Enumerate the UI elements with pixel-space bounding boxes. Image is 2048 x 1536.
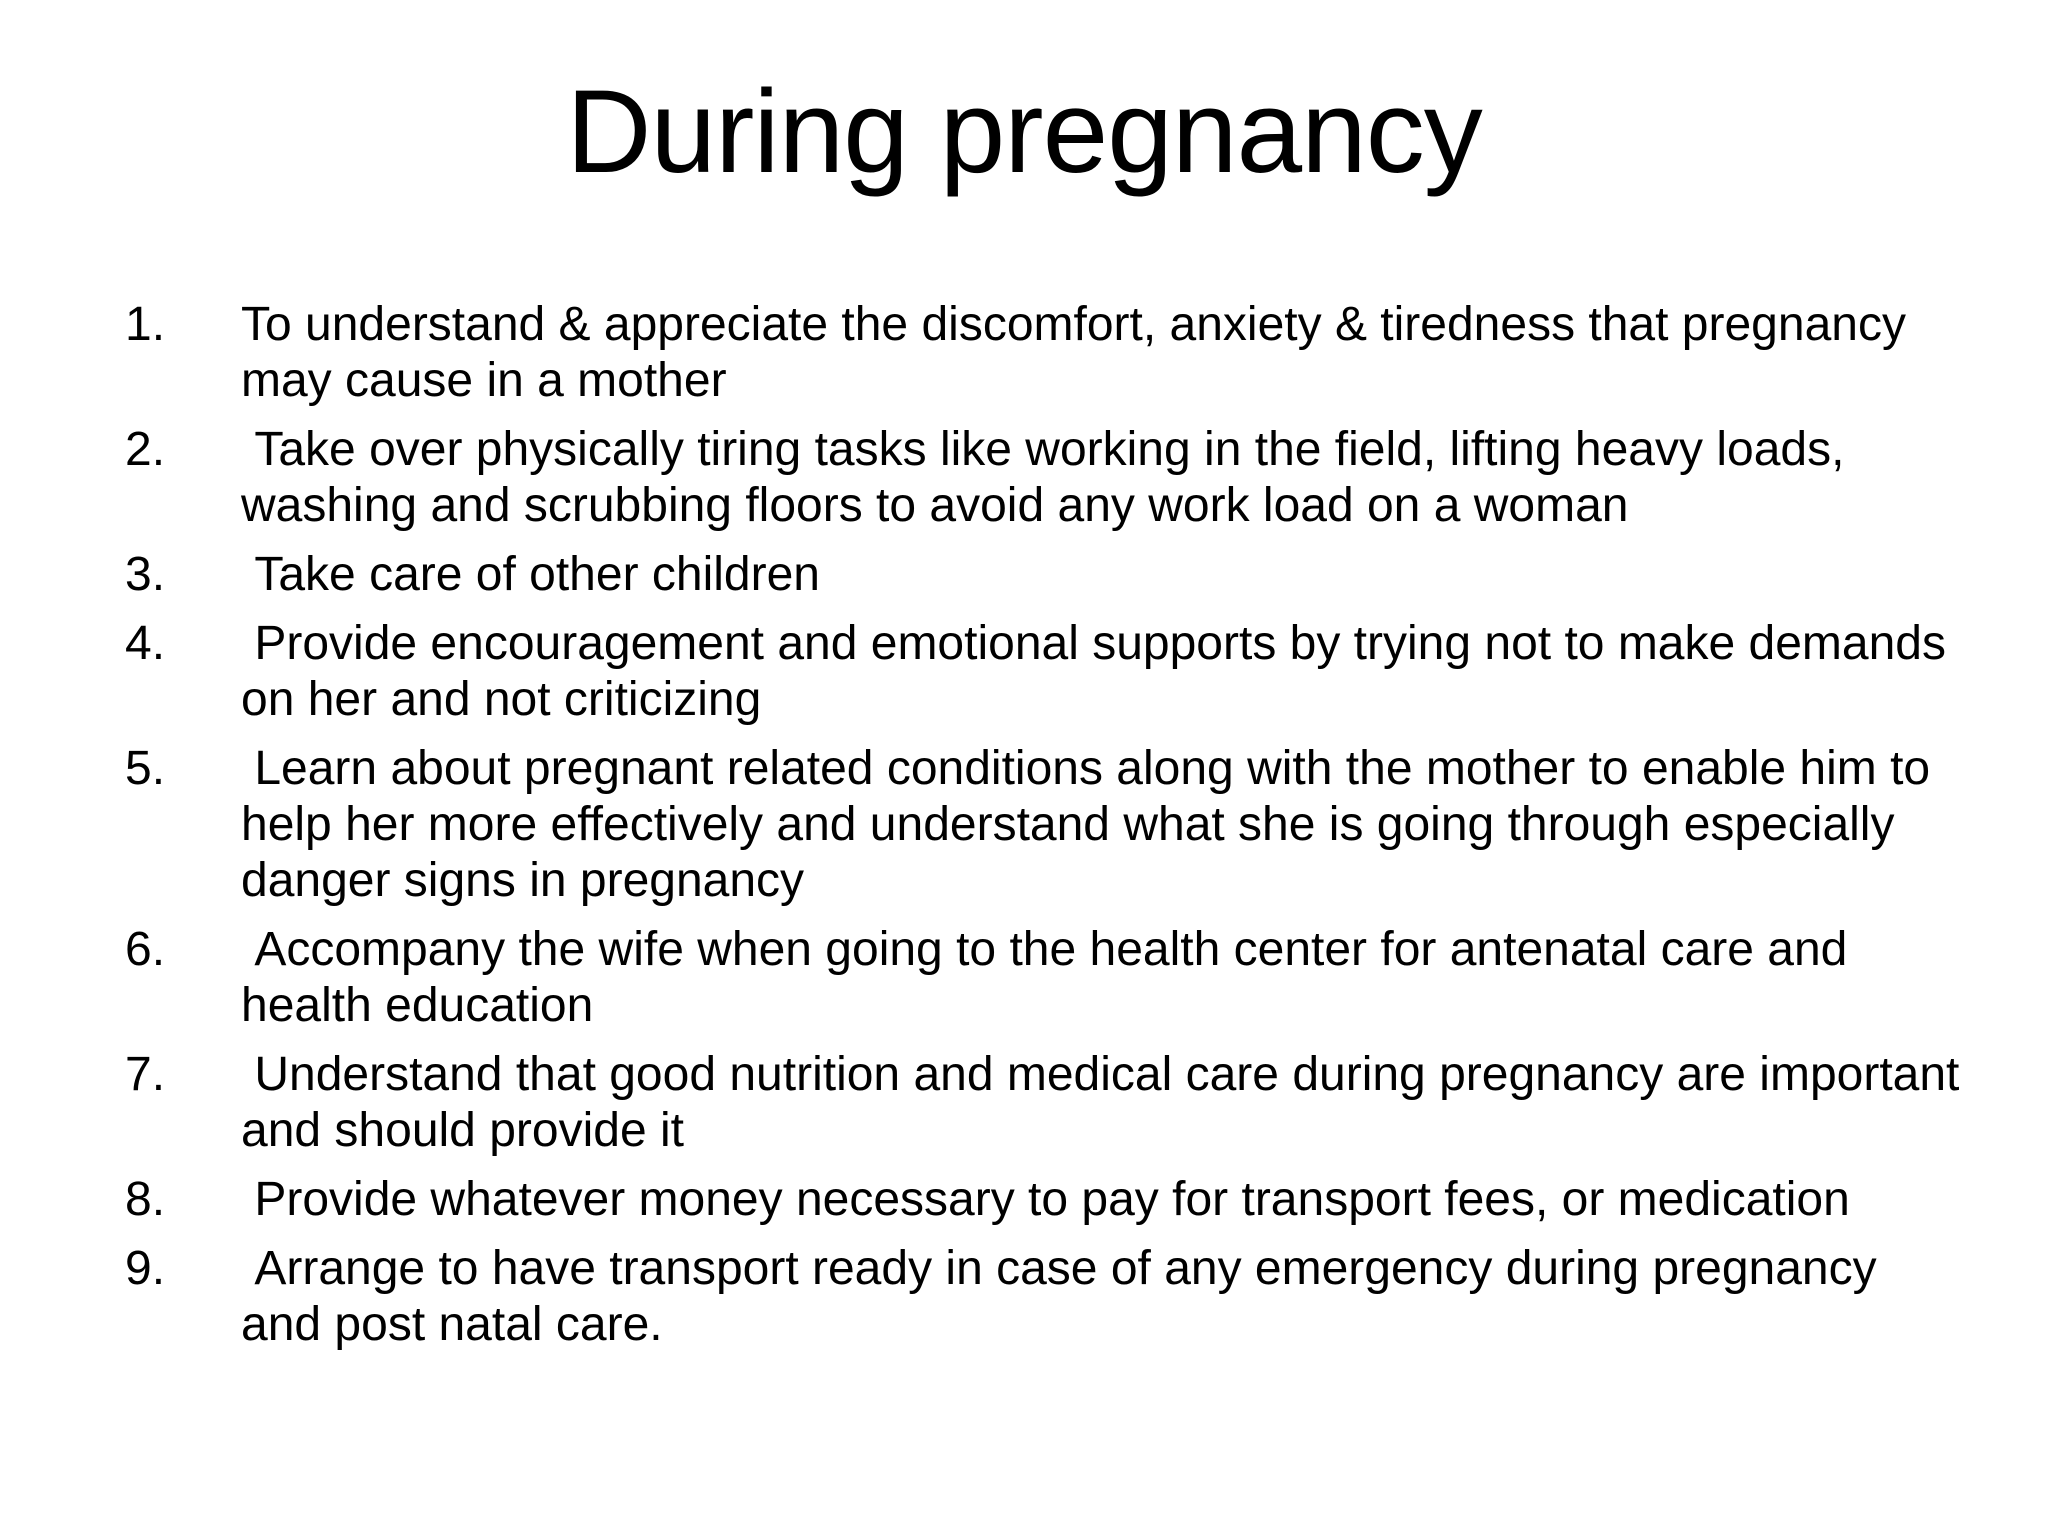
list-item-text: Provide whatever money necessary to pay for transport fees, or medication [241, 1173, 1850, 1226]
list-item-text: Accompany the wife when going to the health center for antenatal care and health education [241, 923, 1861, 1032]
list-item [125, 616, 1965, 728]
list-item [125, 422, 1965, 534]
list-item-number: 3. [125, 548, 166, 601]
list-item-text: Learn about pregnant related conditions along with the mother to enable him to help her more effectively and understand what she is going through especially danger signs in pregnancy [241, 742, 1944, 907]
list-item-number: 6. [125, 923, 166, 976]
list-item-number: 7. [125, 1048, 166, 1101]
list-item-text: Arrange to have transport ready in case of any emergency during pregnancy and post natal care. [241, 1242, 1890, 1351]
list-item [125, 922, 1965, 1034]
list-item-text: Take over physically tiring tasks like working in the field, lifting heavy loads, washing and scrubbing floors to avoid any work load on a woman [241, 423, 1858, 532]
list-item-text: Take care of other children [241, 548, 820, 601]
list-item-number: 4. [125, 617, 166, 670]
list-item [125, 1172, 1965, 1228]
list-item [125, 741, 1965, 909]
list-item-number: 1. [125, 298, 166, 351]
list-item-number: 9. [125, 1242, 166, 1295]
numbered-list [125, 297, 1973, 1366]
list-item [125, 1047, 1973, 1159]
list-item-text: To understand & appreciate the discomfort, anxiety & tiredness that pregnancy may cause in a mother [241, 298, 1920, 407]
list-item [125, 547, 1965, 603]
list-item-number: 2. [125, 423, 166, 476]
list-item-number: 8. [125, 1173, 166, 1226]
slide-title: During pregnancy [566, 66, 1482, 198]
list-item [125, 1241, 1965, 1353]
list-item-text: Provide encouragement and emotional supports by trying not to make demands on her and not criticizing [241, 617, 1960, 726]
list-item [125, 297, 1965, 409]
list-item-text: Understand that good nutrition and medical care during pregnancy are important and should provide it [241, 1048, 1973, 1157]
list-item-number: 5. [125, 742, 166, 795]
